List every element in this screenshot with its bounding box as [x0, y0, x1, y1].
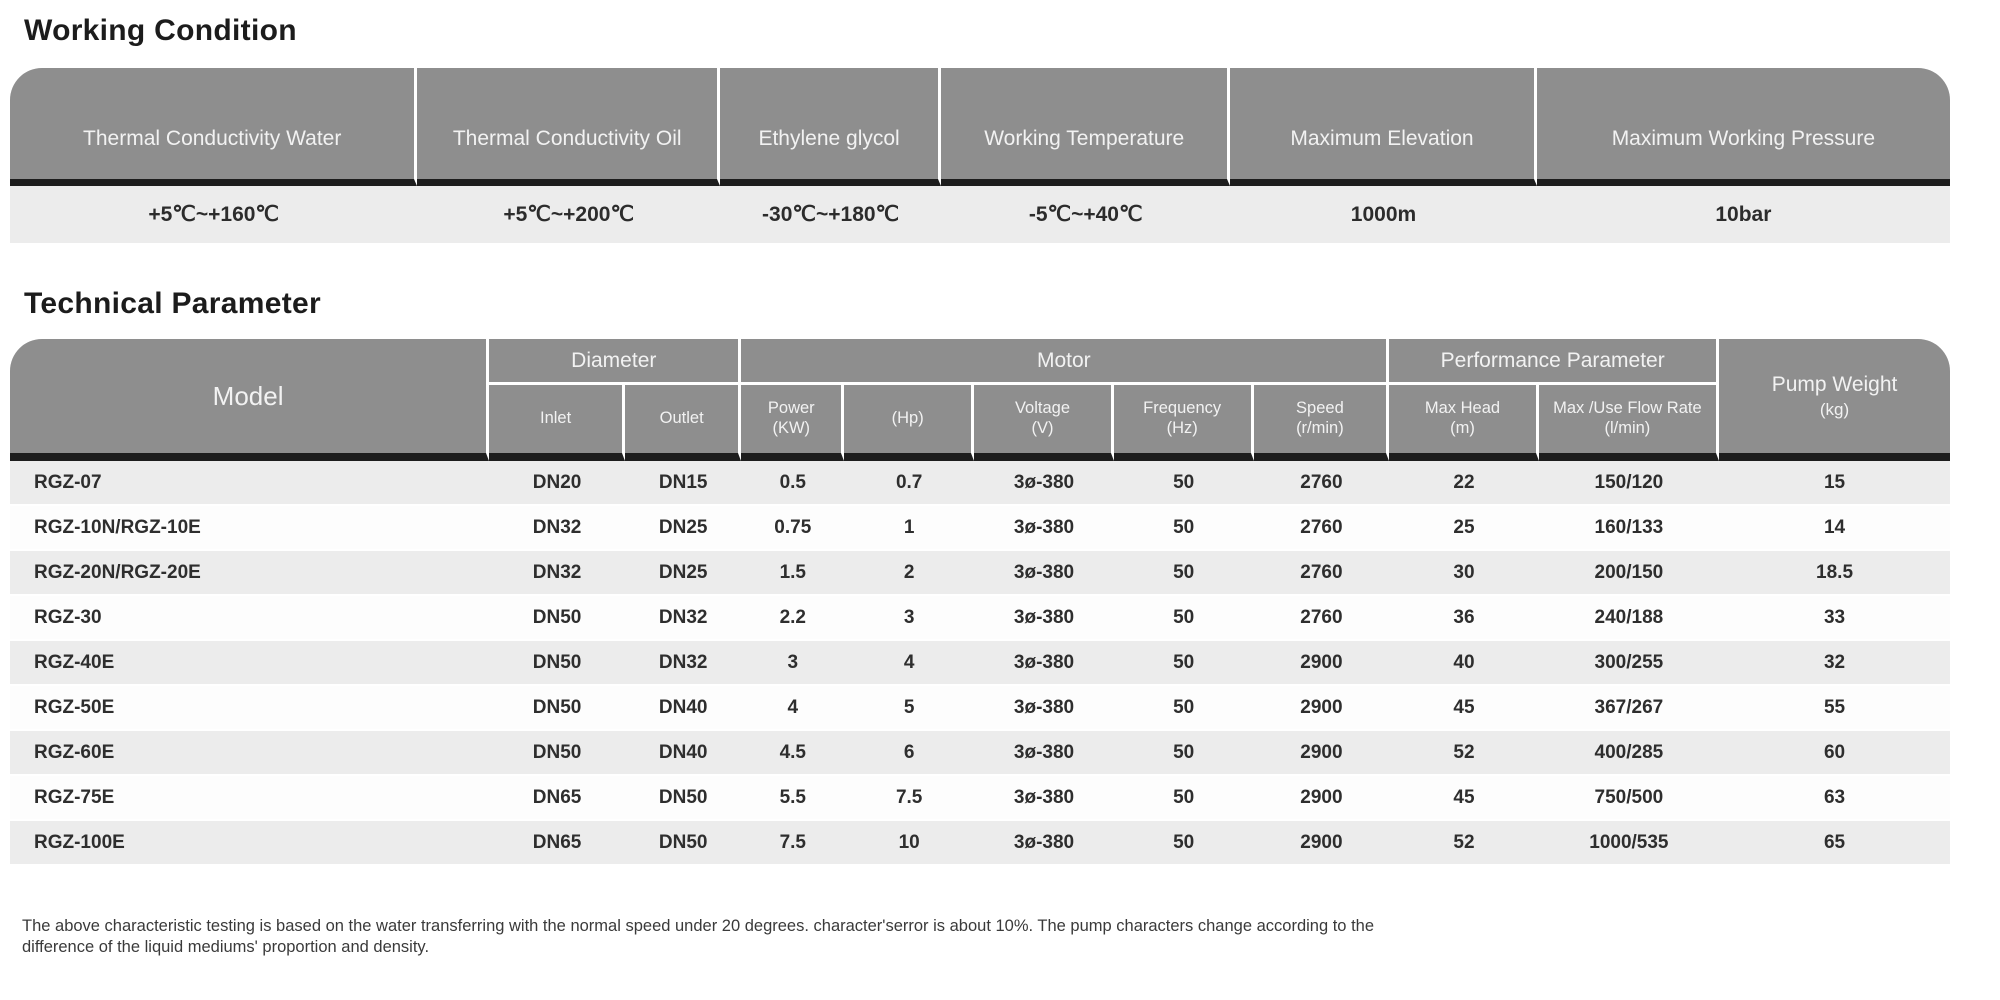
table-row-rgz-07 — [10, 461, 1950, 506]
cell-voltage: 3ø-380 — [974, 821, 1114, 866]
cell-model: RGZ-100E — [10, 821, 489, 866]
cell-inlet: DN50 — [489, 641, 625, 686]
cell-inlet: DN32 — [489, 551, 625, 596]
frequency-unit: (Hz) — [1166, 419, 1198, 437]
cell-outlet: DN32 — [625, 596, 741, 641]
cell-outlet: DN25 — [625, 551, 741, 596]
cell-pump-weight: 60 — [1719, 731, 1950, 776]
value-thermal-conductivity-oil: +5℃~+200℃ — [417, 186, 720, 243]
cell-frequency: 50 — [1114, 551, 1254, 596]
cell-model: RGZ-30 — [10, 596, 489, 641]
cell-voltage: 3ø-380 — [974, 596, 1114, 641]
cell-hp: 2 — [844, 551, 974, 596]
cell-speed: 2900 — [1254, 641, 1390, 686]
table-row-rgz-30 — [10, 596, 1950, 641]
cell-pump-weight: 32 — [1719, 641, 1950, 686]
cell-max-head: 52 — [1389, 821, 1538, 866]
value-ethylene-glycol: -30℃~+180℃ — [720, 186, 941, 243]
pump-weight-unit: (kg) — [1819, 399, 1850, 419]
cell-inlet: DN32 — [489, 506, 625, 551]
cell-outlet: DN50 — [625, 821, 741, 866]
max-head-label: Max Head — [1424, 399, 1501, 418]
cell-flow-rate: 240/188 — [1539, 596, 1719, 641]
footnote-line-1: The above characteristic testing is based on the water transferring with the normal speed under 20 degrees. character'serror is about 10%. The pump characters change according to the — [22, 917, 1375, 935]
cell-power-kw: 0.75 — [741, 506, 844, 551]
cell-power-kw: 0.5 — [741, 461, 844, 506]
working-condition-title: Working Condition — [24, 14, 297, 47]
cell-power-kw: 5.5 — [741, 776, 844, 821]
cell-outlet: DN40 — [625, 731, 741, 776]
header-speed — [1254, 385, 1390, 461]
header-group-diameter: Diameter — [489, 339, 741, 385]
value-working-temperature: -5℃~+40℃ — [941, 186, 1230, 243]
header-working-temperature: Working Temperature — [941, 68, 1230, 186]
cell-flow-rate: 160/133 — [1539, 506, 1719, 551]
cell-speed: 2760 — [1254, 551, 1390, 596]
cell-pump-weight: 65 — [1719, 821, 1950, 866]
value-maximum-elevation: 1000m — [1230, 186, 1537, 243]
cell-model: RGZ-60E — [10, 731, 489, 776]
working-condition-header-row — [10, 68, 1950, 186]
cell-pump-weight: 18.5 — [1719, 551, 1950, 596]
speed-unit: (r/min) — [1296, 419, 1344, 437]
cell-voltage: 3ø-380 — [974, 551, 1114, 596]
header-group-performance-parameter: Performance Parameter — [1389, 339, 1719, 385]
cell-frequency: 50 — [1114, 596, 1254, 641]
working-condition-table — [10, 68, 1950, 243]
table-row-rgz-60e — [10, 731, 1950, 776]
cell-model: RGZ-20N/RGZ-20E — [10, 551, 489, 596]
header-model: Model — [10, 339, 489, 461]
cell-hp: 10 — [844, 821, 974, 866]
cell-flow-rate: 150/120 — [1539, 461, 1719, 506]
cell-outlet: DN15 — [625, 461, 741, 506]
table-row-rgz-40e — [10, 641, 1950, 686]
cell-max-head: 40 — [1389, 641, 1538, 686]
header-frequency — [1114, 385, 1254, 461]
header-group-motor: Motor — [741, 339, 1389, 385]
cell-pump-weight: 14 — [1719, 506, 1950, 551]
hp-label: (Hp) — [891, 409, 924, 428]
cell-flow-rate: 400/285 — [1539, 731, 1719, 776]
cell-max-head: 22 — [1389, 461, 1538, 506]
cell-power-kw: 3 — [741, 641, 844, 686]
header-outlet — [625, 385, 741, 461]
cell-frequency: 50 — [1114, 506, 1254, 551]
header-hp — [844, 385, 974, 461]
header-thermal-conductivity-oil: Thermal Conductivity Oil — [417, 68, 720, 186]
cell-inlet: DN65 — [489, 821, 625, 866]
cell-model: RGZ-10N/RGZ-10E — [10, 506, 489, 551]
table-row-rgz-20n — [10, 551, 1950, 596]
cell-flow-rate: 750/500 — [1539, 776, 1719, 821]
cell-inlet: DN50 — [489, 596, 625, 641]
cell-speed: 2760 — [1254, 596, 1390, 641]
cell-model: RGZ-40E — [10, 641, 489, 686]
pump-weight-label: Pump Weight — [1771, 373, 1898, 397]
cell-pump-weight: 63 — [1719, 776, 1950, 821]
cell-voltage: 3ø-380 — [974, 641, 1114, 686]
header-voltage — [974, 385, 1114, 461]
cell-power-kw: 1.5 — [741, 551, 844, 596]
cell-flow-rate: 300/255 — [1539, 641, 1719, 686]
cell-power-kw: 2.2 — [741, 596, 844, 641]
cell-voltage: 3ø-380 — [974, 686, 1114, 731]
cell-max-head: 30 — [1389, 551, 1538, 596]
cell-hp: 4 — [844, 641, 974, 686]
header-maximum-elevation: Maximum Elevation — [1230, 68, 1537, 186]
table-row-rgz-100e — [10, 821, 1950, 866]
header-flow-rate — [1539, 385, 1719, 461]
header-pump-weight — [1719, 339, 1950, 461]
footnote — [22, 916, 1950, 959]
cell-speed: 2900 — [1254, 686, 1390, 731]
table-row-rgz-10n — [10, 506, 1950, 551]
cell-power-kw: 4 — [741, 686, 844, 731]
cell-power-kw: 7.5 — [741, 821, 844, 866]
cell-speed: 2900 — [1254, 821, 1390, 866]
cell-flow-rate: 1000/535 — [1539, 821, 1719, 866]
cell-speed: 2760 — [1254, 461, 1390, 506]
group-header-row — [10, 339, 1950, 385]
table-row-rgz-50e — [10, 686, 1950, 731]
header-ethylene-glycol: Ethylene glycol — [720, 68, 941, 186]
header-maximum-working-pressure: Maximum Working Pressure — [1537, 68, 1950, 186]
cell-voltage: 3ø-380 — [974, 506, 1114, 551]
cell-inlet: DN50 — [489, 686, 625, 731]
header-max-head — [1389, 385, 1538, 461]
cell-model: RGZ-07 — [10, 461, 489, 506]
cell-power-kw: 4.5 — [741, 731, 844, 776]
cell-pump-weight: 15 — [1719, 461, 1950, 506]
max-head-unit: (m) — [1450, 419, 1475, 437]
cell-frequency: 50 — [1114, 731, 1254, 776]
cell-outlet: DN40 — [625, 686, 741, 731]
cell-outlet: DN50 — [625, 776, 741, 821]
value-maximum-working-pressure: 10bar — [1537, 186, 1950, 243]
cell-frequency: 50 — [1114, 821, 1254, 866]
cell-max-head: 36 — [1389, 596, 1538, 641]
value-thermal-conductivity-water: +5℃~+160℃ — [10, 186, 417, 243]
cell-frequency: 50 — [1114, 776, 1254, 821]
cell-inlet: DN65 — [489, 776, 625, 821]
cell-frequency: 50 — [1114, 641, 1254, 686]
cell-flow-rate: 367/267 — [1539, 686, 1719, 731]
header-inlet — [489, 385, 625, 461]
flow-rate-label: Max /Use Flow Rate — [1553, 399, 1702, 418]
cell-speed: 2760 — [1254, 506, 1390, 551]
voltage-unit: (V) — [1031, 419, 1054, 437]
cell-hp: 7.5 — [844, 776, 974, 821]
cell-model: RGZ-75E — [10, 776, 489, 821]
frequency-label: Frequency — [1143, 399, 1222, 418]
cell-speed: 2900 — [1254, 731, 1390, 776]
cell-voltage: 3ø-380 — [974, 731, 1114, 776]
cell-outlet: DN32 — [625, 641, 741, 686]
speed-label: Speed — [1296, 399, 1344, 418]
cell-outlet: DN25 — [625, 506, 741, 551]
cell-inlet: DN20 — [489, 461, 625, 506]
cell-pump-weight: 55 — [1719, 686, 1950, 731]
voltage-label: Voltage — [1014, 399, 1071, 418]
cell-voltage: 3ø-380 — [974, 776, 1114, 821]
cell-frequency: 50 — [1114, 686, 1254, 731]
cell-frequency: 50 — [1114, 461, 1254, 506]
header-thermal-conductivity-water: Thermal Conductivity Water — [10, 68, 417, 186]
power-unit: (KW) — [772, 419, 811, 437]
header-power-kw — [741, 385, 844, 461]
cell-model: RGZ-50E — [10, 686, 489, 731]
technical-parameter-title: Technical Parameter — [24, 287, 321, 320]
cell-hp: 3 — [844, 596, 974, 641]
cell-hp: 6 — [844, 731, 974, 776]
working-condition-value-row — [10, 186, 1950, 243]
cell-max-head: 45 — [1389, 776, 1538, 821]
cell-pump-weight: 33 — [1719, 596, 1950, 641]
outlet-label: Outlet — [659, 409, 704, 428]
cell-hp: 1 — [844, 506, 974, 551]
footnote-line-2: difference of the liquid mediums' proportion and density. — [22, 938, 430, 957]
cell-hp: 0.7 — [844, 461, 974, 506]
cell-flow-rate: 200/150 — [1539, 551, 1719, 596]
inlet-label: Inlet — [539, 409, 572, 428]
table-row-rgz-75e — [10, 776, 1950, 821]
cell-max-head: 45 — [1389, 686, 1538, 731]
power-label: Power — [767, 399, 815, 418]
cell-inlet: DN50 — [489, 731, 625, 776]
flow-rate-unit: (l/min) — [1604, 419, 1651, 437]
cell-max-head: 25 — [1389, 506, 1538, 551]
cell-max-head: 52 — [1389, 731, 1538, 776]
cell-speed: 2900 — [1254, 776, 1390, 821]
technical-parameter-table — [10, 339, 1950, 866]
cell-voltage: 3ø-380 — [974, 461, 1114, 506]
cell-hp: 5 — [844, 686, 974, 731]
